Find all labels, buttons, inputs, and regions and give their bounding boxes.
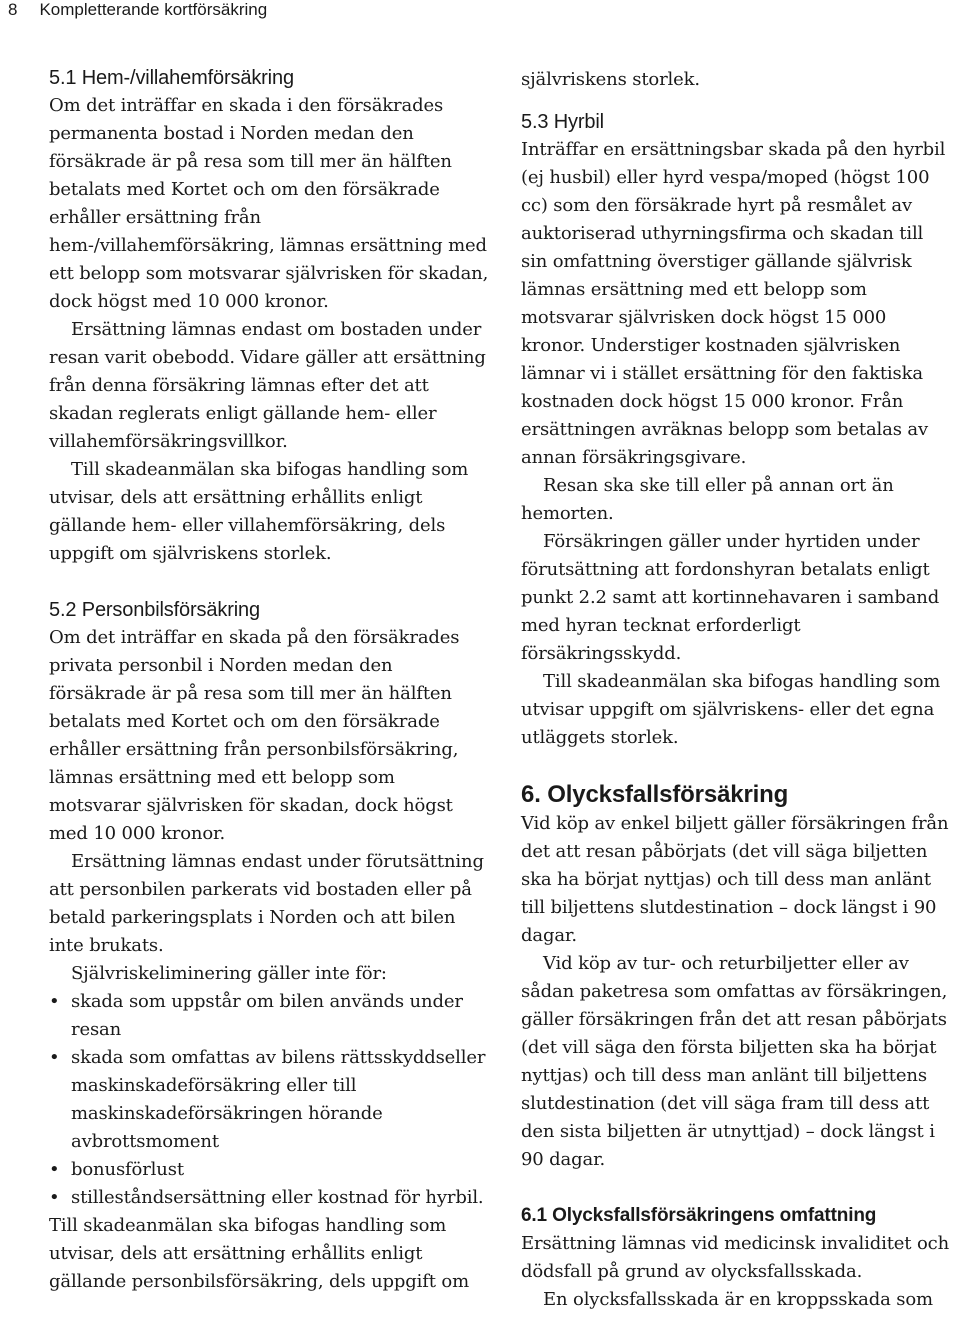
- section-6-1-paragraph-1: Ersättning lämnas vid medicinsk invaliditet och dödsfall på grund av olycksfallsskada.: [521, 1233, 950, 1282]
- page-number: 8: [8, 0, 18, 19]
- exclusion-list: [49, 988, 491, 1212]
- section-5-3-paragraph-1: Inträffar en ersättningsbar skada på den hyrbil (ej husbil) eller hyrd vespa/moped (högst 100 cc) som den försäkrade hyrt på resmålet av auktoriserad uthyrningsfirma och skadan till sin omfattning överstiger gällande självrisk lämnas ersättning med ett belopp som motsvarar självrisken dock högst 15 000 kronor. Understiger kostnaden självrisken lämnar vi i stället ersättning för den faktiska kostnaden dock högst 15 000 kronor. Från ersättningen avräknas belopp som betalas av annan försäkringsgivare.: [521, 139, 946, 468]
- section-5-2-paragraph-4: Till skadeanmälan ska bifogas handling som utvisar, dels att ersättning erhållits enligt gällande personbilsförsäkring, dels uppgift om: [49, 1215, 470, 1292]
- section-gap: [521, 752, 953, 780]
- section-6-1-paragraph-2: En olycksfallsskada är en kroppsskada som: [543, 1289, 933, 1310]
- section-gap: [521, 94, 953, 108]
- list-item: • stilleståndsersättning eller kostnad för hyrbil.: [49, 1184, 491, 1212]
- section-6-1-heading: 6.1 Olycksfallsförsäkringens omfattning: [521, 1205, 877, 1226]
- section-5-1-paragraph-1: Om det inträffar en skada i den försäkrades permanenta bostad i Norden medan den försäkrade är på resa som till mer än hälften betalats med Kortet och om den försäkrade erhåller ersättning från hem-/villahemförsäkring, lämnas ersättning med ett belopp som motsvarar självrisken för skadan, dock högst med 10 000 kronor.: [49, 95, 489, 312]
- section-6-paragraph-1: Vid köp av enkel biljett gäller försäkringen från det att resan påbörjats (det vill säga biljetten ska ha börjat nyttjas) och till dess man anlänt till biljettens slutdestination – dock längst i 90 dagar.: [521, 813, 949, 946]
- section-5-3-paragraph-3: Försäkringen gäller under hyrtiden under förutsättning att fordonshyran betalats enligt punkt 2.2 samt att kortinnehavaren i samband med hyran tecknat erforderligt försäkringsskydd.: [521, 531, 940, 664]
- section-5-1-heading: 5.1 Hem-/villahemförsäkring: [49, 67, 294, 89]
- section-5-2-paragraph-2: Ersättning lämnas endast under förutsättning att personbilen parkerats vid bostaden eller på betald parkeringsplats i Norden och att bilen inte brukats.: [49, 851, 484, 956]
- section-5-2-paragraph-1: Om det inträffar en skada på den försäkrades privata personbil i Norden medan den försäkrade är på resa som till mer än hälften betalats med Kortet och om den försäkrade erhåller ersättning från personbilsförsäkring, lämnas ersättning med ett belopp som motsvarar självrisken för skadan, dock högst med 10 000 kronor.: [49, 627, 460, 844]
- section-5-1-paragraph-2: Ersättning lämnas endast om bostaden under resan varit obebodd. Vidare gäller att ersättning från denna försäkring lämnas efter det att skadan reglerats enligt gällande hem- eller villahemförsäkringsvillkor.: [49, 319, 486, 452]
- list-item: • bonusförlust: [49, 1156, 491, 1184]
- list-item: • skada som uppstår om bilen används under resan: [49, 988, 491, 1044]
- list-item: • skada som omfattas av bilens rättsskyddseller maskinskadeförsäkring eller till maskinskadeförsäkringen hörande avbrottsmoment: [49, 1044, 491, 1156]
- right-column: [521, 66, 953, 1314]
- section-5-2-paragraph-3: Självriskeliminering gäller inte för:: [71, 963, 387, 984]
- section-5-3-paragraph-4: Till skadeanmälan ska bifogas handling som utvisar uppgift om självriskens- eller det egna utläggets storlek.: [521, 671, 941, 748]
- section-5-1-paragraph-3: Till skadeanmälan ska bifogas handling som utvisar, dels att ersättning erhållits enligt gällande hem- eller villahemförsäkring, dels uppgift om självriskens storlek.: [49, 459, 469, 564]
- left-column: [49, 64, 491, 1296]
- section-6-paragraph-2: Vid köp av tur- och returbiljetter eller av sådan paketresa som omfattas av försäkringen, gäller försäkringen från det att resan påbörjats (det vill säga den första biljetten ska ha börjat nyttjas) och till dess man anlänt till biljettens slutdestination (det vill säga fram till dess att den sista biljetten är utnyttjad) – dock längst i 90 dagar.: [521, 953, 948, 1170]
- section-gap: [521, 1174, 953, 1202]
- section-5-3-heading: 5.3 Hyrbil: [521, 111, 604, 133]
- section-gap: [49, 568, 491, 596]
- section-5-3-paragraph-2: Resan ska ske till eller på annan ort än hemorten.: [521, 475, 894, 524]
- section-6-heading: 6. Olycksfallsförsäkring: [521, 781, 789, 808]
- running-head: [8, 0, 267, 20]
- running-title: Kompletterande kortförsäkring: [39, 0, 268, 19]
- section-5-2-paragraph-4-continued: självriskens storlek.: [521, 69, 700, 90]
- section-5-2-heading: 5.2 Personbilsförsäkring: [49, 599, 260, 621]
